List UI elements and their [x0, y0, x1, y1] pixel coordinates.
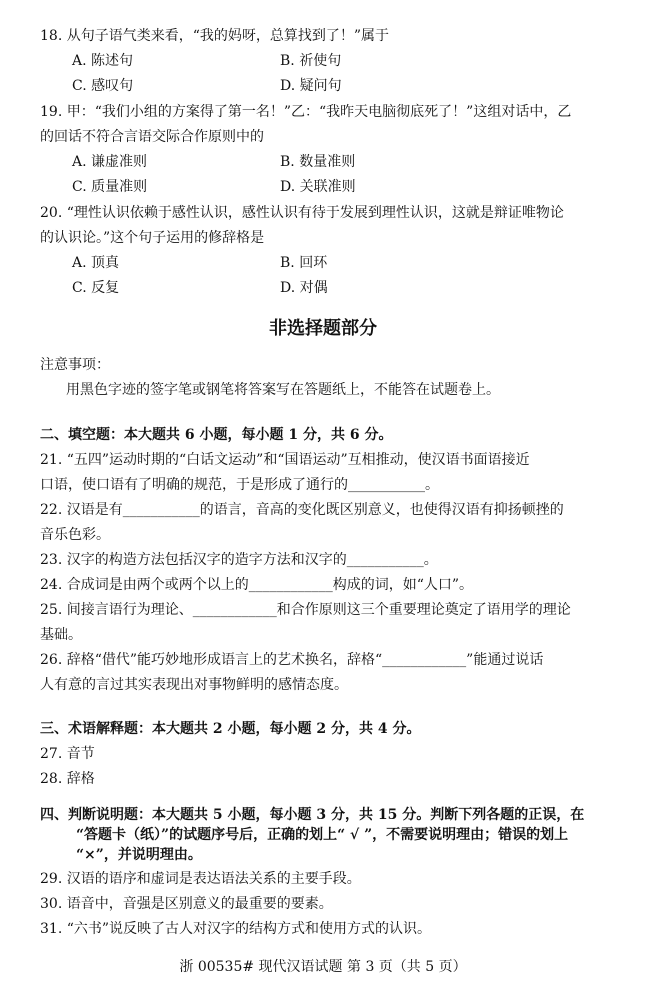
q26-line2: 人有意的言过其实表现出对事物鲜明的感情态度。 [40, 677, 348, 693]
q19-option-d: D. 关联准则 [280, 179, 356, 195]
q21-line1: 21. “五四”运动时期的“白话文运动”和“国语运动”互相推动，使汉语书面语接近 [40, 452, 530, 468]
q24: 24. 合成词是由两个或两个以上的____________构成的词，如“人口”。 [40, 577, 474, 593]
page-footer: 浙 00535# 现代汉语试题 第 3 页（共 5 页） [179, 959, 467, 975]
q22-line2: 音乐色彩。 [40, 527, 110, 543]
q18-option-d: D. 疑问句 [280, 78, 342, 94]
q23: 23. 汉字的构造方法包括汉字的造字方法和汉字的___________。 [40, 552, 438, 568]
q19-stem-line2: 的回话不符合言语交际合作原则中的 [40, 129, 264, 145]
q26-line1: 26. 辞格“借代”能巧妙地形成语言上的艺术换名，辞格“____________”能通过说话 [40, 652, 544, 668]
q22-line1: 22. 汉语是有___________的语言，音高的变化既区别意义，也使得汉语有抑扬顿挫的 [40, 502, 564, 518]
q18-option-a: A. 陈述句 [72, 53, 134, 69]
section-title: 非选择题部分 [269, 318, 377, 339]
q19-stem-line1: 19. 甲：“我们小组的方案得了第一名！”乙：“我昨天电脑彻底死了！”这组对话中，乙 [40, 104, 572, 120]
q29: 29. 汉语的语序和虚词是表达语法关系的主要手段。 [40, 871, 361, 887]
q19-option-c: C. 质量准则 [72, 179, 148, 195]
q18-option-c: C. 感叹句 [72, 78, 134, 94]
q20-stem-line2: 的认识论。”这个句子运用的修辞格是 [40, 230, 265, 246]
q20-option-b: B. 回环 [280, 255, 328, 271]
q25-line2: 基础。 [40, 627, 82, 643]
part4-heading-line2: “答题卡（纸）”的试题序号后，正确的划上“ √ ”，不需要说明理由；错误的划上 [76, 827, 569, 843]
part3-heading: 三、术语解释题：本大题共 2 小题，每小题 2 分，共 4 分。 [40, 721, 421, 737]
part4-heading-line1: 四、判断说明题：本大题共 5 小题，每小题 3 分，共 15 分。判断下列各题的正误，在 [40, 807, 585, 823]
q20-stem-line1: 20. “理性认识依赖于感性认识，感性认识有待于发展到理性认识，这就是辩证唯物论 [40, 205, 564, 221]
q30: 30. 语音中，音强是区别意义的最重要的要素。 [40, 896, 333, 912]
q31: 31. “六书”说反映了古人对汉字的结构方式和使用方式的认识。 [40, 921, 432, 937]
q28: 28. 辞格 [40, 771, 95, 787]
notice-label: 注意事项： [40, 357, 110, 373]
q27: 27. 音节 [40, 746, 95, 762]
q25-line1: 25. 间接言语行为理论、____________和合作原则这三个重要理论奠定了语用学的理论 [40, 602, 571, 618]
q20-option-d: D. 对偶 [280, 280, 328, 296]
part4-heading-line3: “×”，并说明理由。 [76, 847, 202, 863]
q19-option-b: B. 数量准则 [280, 154, 356, 170]
q19-option-a: A. 谦虚准则 [72, 154, 148, 170]
q20-option-c: C. 反复 [72, 280, 120, 296]
q18-stem: 18. 从句子语气类来看，“我的妈呀，总算找到了！”属于 [40, 28, 390, 44]
q20-option-a: A. 顶真 [72, 255, 120, 271]
q21-line2: 口语，使口语有了明确的规范，于是形成了通行的___________。 [40, 477, 439, 493]
q18-option-b: B. 祈使句 [280, 53, 342, 69]
notice-text: 用黑色字迹的签字笔或钢笔将答案写在答题纸上，不能答在试题卷上。 [66, 382, 500, 398]
part2-heading: 二、填空题：本大题共 6 小题，每小题 1 分，共 6 分。 [40, 427, 393, 443]
